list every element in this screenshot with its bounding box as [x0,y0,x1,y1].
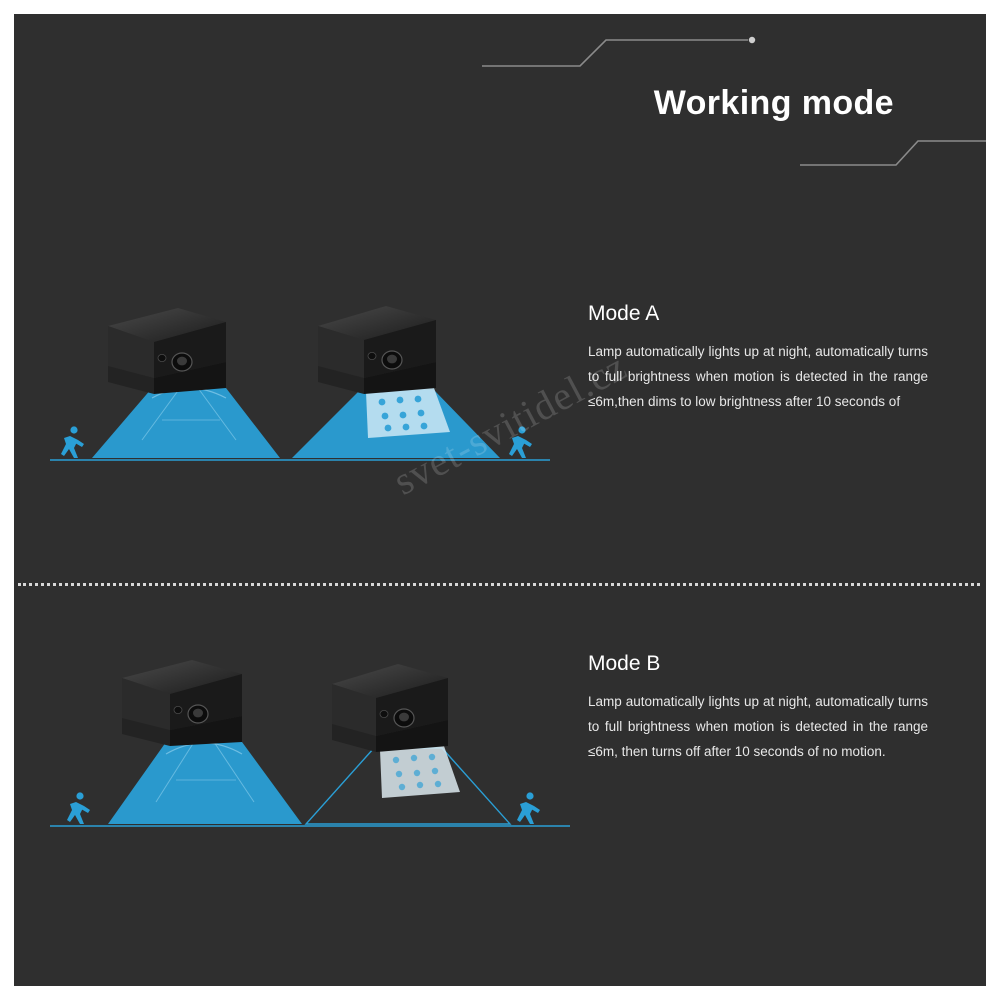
frame-left [0,0,14,1000]
angled-line-decoration-right [800,135,990,175]
running-person-icon-left [61,426,84,458]
mode-a-text-block [588,302,928,415]
mode-b-text-block [588,652,928,765]
frame-top [0,0,1000,14]
mode-a-illustration [30,270,570,500]
lamp-right-full [318,306,436,394]
running-person-icon-left [67,792,90,824]
mode-a-heading: Mode A [588,302,660,325]
watermark: svet-svitidel.cz [385,343,635,504]
running-person-icon-right [517,792,540,824]
light-beam-on [108,742,302,824]
angled-line-decoration-top-right [480,30,770,70]
mode-b-description: Lamp automatically lights up at night, automatically turns to full brightness when motion is detected in the range ≤6m, then turns off after 10 seconds of no motion. [588,694,928,759]
lamp-right-off [332,664,448,752]
mode-b-heading: Mode B [588,652,661,675]
frame-right [986,0,1000,1000]
frame-bottom [0,986,1000,1000]
lamp-left-on [122,660,242,746]
mode-b-illustration [30,630,570,860]
page-title: Working mode [653,84,894,122]
dotted-divider [18,583,980,586]
lamp-left-dim [108,308,226,394]
light-beam-dim [92,388,280,458]
running-person-icon-right [509,426,532,458]
mode-a-description: Lamp automatically lights up at night, automatically turns to full brightness when motion is detected in the range ≤6m,then dims to low brightness after 10 seconds of [588,344,928,409]
